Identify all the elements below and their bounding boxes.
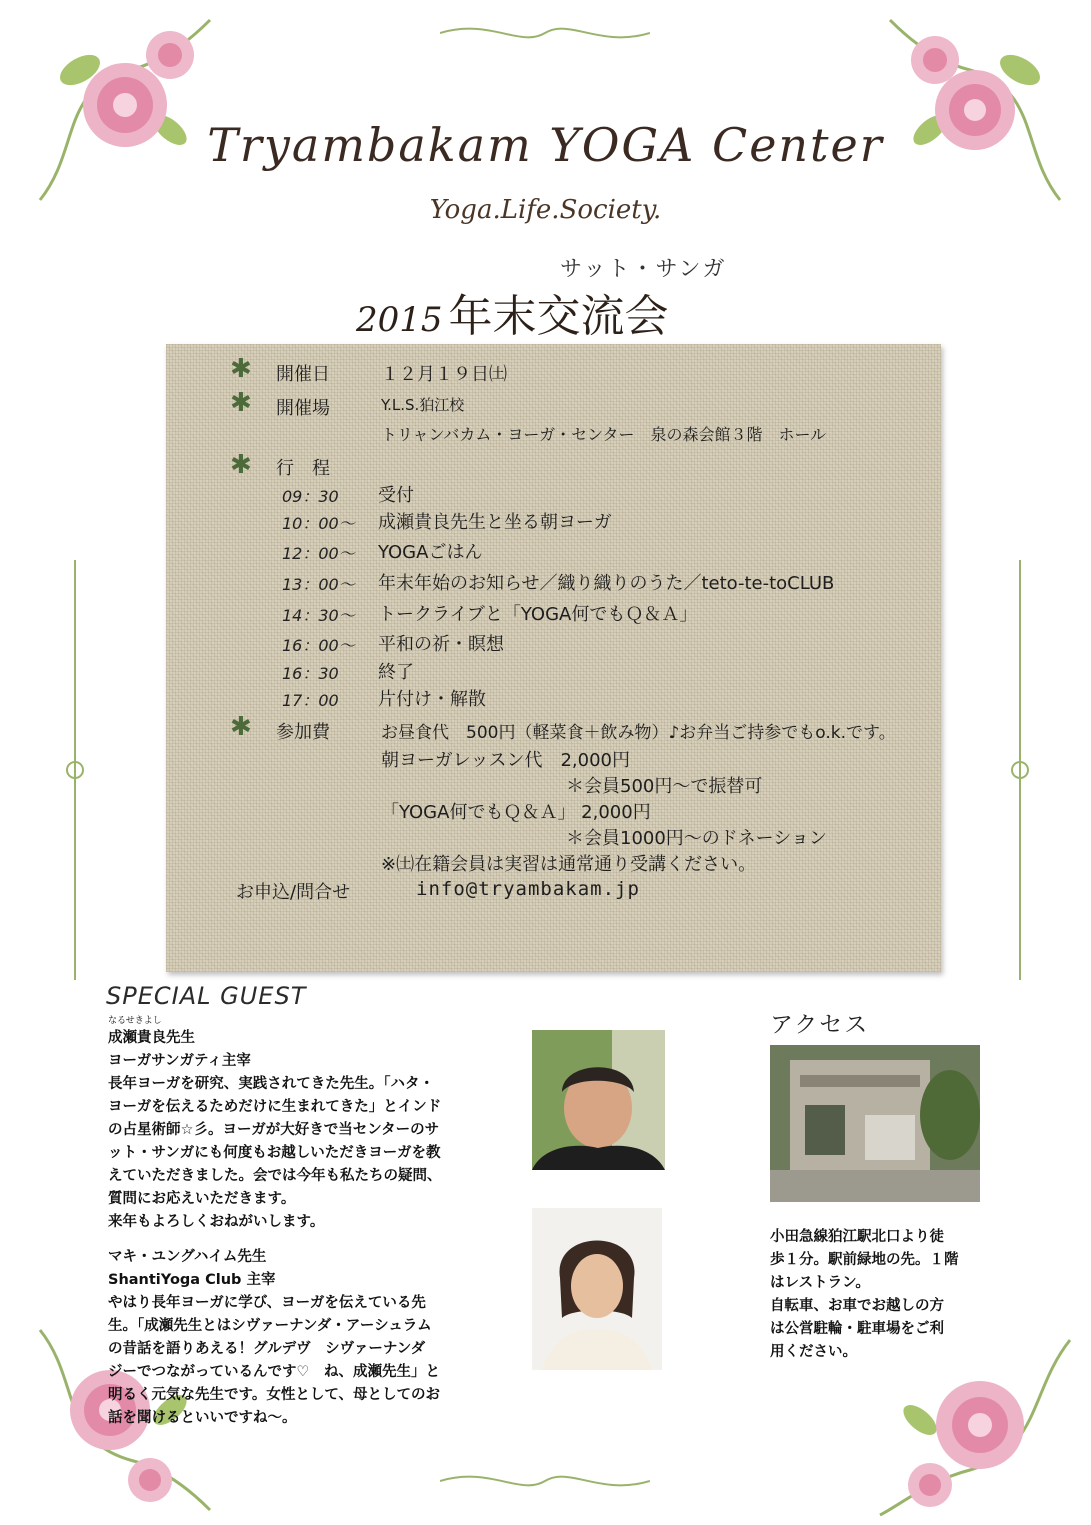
schedule-time: 16：00～ xyxy=(282,636,355,655)
schedule-time: 16：30 xyxy=(282,664,339,683)
schedule-item: 平和の祈・瞑想 xyxy=(378,634,504,655)
special-guest-heading: SPECIAL GUEST xyxy=(106,982,307,1010)
access-line: 小田急線狛江駅北口より徒 xyxy=(770,1229,944,1245)
asterisk-icon: ✱ xyxy=(230,712,252,742)
center-title: Tryambakam YOGA Center xyxy=(207,118,884,172)
schedule-time: 13：00～ xyxy=(282,575,355,594)
guest2-role: ShantiYoga Club 主宰 xyxy=(108,1272,276,1288)
schedule-time: 09：30 xyxy=(282,487,339,506)
vine-left xyxy=(60,560,90,980)
schedule-item: 片付け・解散 xyxy=(378,689,486,710)
venue-line1: Y.L.S.狛江校 xyxy=(381,396,465,414)
access-line: 自転車、お車でお越しの方 xyxy=(770,1298,944,1314)
asterisk-icon: ✱ xyxy=(230,388,252,418)
rose-corner-top-right xyxy=(880,10,1080,210)
asterisk-icon: ✱ xyxy=(230,450,252,480)
schedule-time: 17：00 xyxy=(282,691,339,710)
guest2-bio-line: の昔話を語りあえる！グルデヴ シヴァーナンダ xyxy=(108,1341,426,1357)
access-heading: アクセス xyxy=(770,1012,870,1038)
vine-top-center xyxy=(440,18,650,48)
schedule-time: 12：00～ xyxy=(282,544,355,563)
schedule-time: 14：30～ xyxy=(282,606,355,625)
guest2-bio-line: 生。「成瀬先生とはシヴァーナンダ・アーシュラム xyxy=(108,1318,432,1334)
guest1-name: 成瀬貴良先生 xyxy=(108,1030,195,1046)
guest1-bio-line: えていただきました。会では今年も私たちの疑問、 xyxy=(108,1168,442,1184)
fee-line: お昼食代 500円（軽菜食＋飲み物）♪お弁当ご持参でもo.k.です。 xyxy=(381,723,896,743)
fee-line: ＊会員500円～で振替可 xyxy=(566,776,763,797)
guest1-role: ヨーガサンガティ主宰 xyxy=(108,1053,251,1069)
guest1-bio-line: 質問にお応えいただきます。 xyxy=(108,1191,296,1207)
access-line: はレストラン。 xyxy=(770,1275,870,1291)
venue-line2: トリャンバカム・ヨーガ・センター 泉の森会館３階 ホール xyxy=(381,425,827,444)
access-line: は公営駐輪・駐車場をご利 xyxy=(770,1321,944,1337)
guest1-ruby: なるせきよし xyxy=(108,1016,162,1026)
fee-label: 参加費 xyxy=(276,722,330,743)
contact-email: info@tryambakam.jp xyxy=(416,878,640,900)
vine-bottom-center xyxy=(440,1466,650,1496)
event-details-panel xyxy=(166,344,941,972)
schedule-item: 終了 xyxy=(378,662,414,683)
fee-line: ※㈯在籍会員は実習は通常通り受講ください。 xyxy=(381,854,757,875)
fee-line: 「YOGA何でもＱ＆Ａ」 2,000円 xyxy=(381,802,651,823)
date-label: 開催日 xyxy=(276,364,330,385)
event-title-text: 年末交流会 xyxy=(448,291,669,342)
schedule-item: トークライブと「YOGA何でもＱ＆Ａ」 xyxy=(378,604,698,625)
schedule-time: 10：00～ xyxy=(282,514,355,533)
contact-label: お申込/問合せ xyxy=(236,882,351,903)
guest1-bio-line: 長年ヨーガを研究、実践されてきた先生。「ハタ・ xyxy=(108,1076,434,1092)
guest2-name: マキ・ユングハイム先生 xyxy=(108,1249,267,1265)
rose-corner-top-left xyxy=(20,10,220,210)
guest2-bio-line: 明るく元気な先生です。女性として、母としてのお xyxy=(108,1387,441,1403)
guest2-bio-line: 話を聞けるといいですね～。 xyxy=(108,1410,297,1426)
fee-line: 朝ヨーガレッスン代 2,000円 xyxy=(381,750,630,771)
tagline: Yoga.Life.Society. xyxy=(429,195,662,225)
event-title xyxy=(356,280,669,344)
guest1-bio-line: の占星術師☆彡。ヨーガが大好きで当センターのサ xyxy=(108,1122,440,1138)
schedule-item: 成瀬貴良先生と坐る朝ヨーガ xyxy=(378,512,612,533)
building-photo xyxy=(770,1045,980,1202)
schedule-item: 受付 xyxy=(378,485,414,506)
asterisk-icon: ✱ xyxy=(230,354,252,384)
date-value: １２月１９日㈯ xyxy=(381,364,507,385)
schedule-label: 行 程 xyxy=(276,458,330,479)
guest2-bio-line: ジーでつながっているんです♡ ね、成瀬先生」と xyxy=(108,1364,440,1380)
schedule-item: 年末年始のお知らせ／織り織りのうた／teto-te-toCLUB xyxy=(378,573,835,594)
access-line: 用ください。 xyxy=(770,1344,857,1360)
vine-right xyxy=(1005,560,1035,980)
venue-label: 開催場 xyxy=(276,398,330,419)
page-curl xyxy=(879,910,941,972)
schedule-item: YOGAごはん xyxy=(378,542,483,563)
fee-line: ＊会員1000円～のドネーション xyxy=(566,828,827,849)
guest1-photo xyxy=(532,1030,665,1170)
guest2-photo xyxy=(532,1208,662,1370)
guest2-bio-line: やはり長年ヨーガに学び、ヨーガを伝えている先 xyxy=(108,1295,426,1311)
guest1-bio-line: ット・サンガにも何度もお越しいただきヨーガを教 xyxy=(108,1145,441,1161)
guest1-bio-line: 来年もよろしくおねがいします。 xyxy=(108,1214,325,1230)
access-line: 歩１分。駅前緑地の先。１階 xyxy=(770,1252,959,1268)
event-year: 2015 xyxy=(356,300,443,340)
event-ruby: サット・サンガ xyxy=(560,257,727,282)
guest1-bio-line: ヨーガを伝えるためだけに生まれてきた」とインド xyxy=(108,1099,442,1115)
